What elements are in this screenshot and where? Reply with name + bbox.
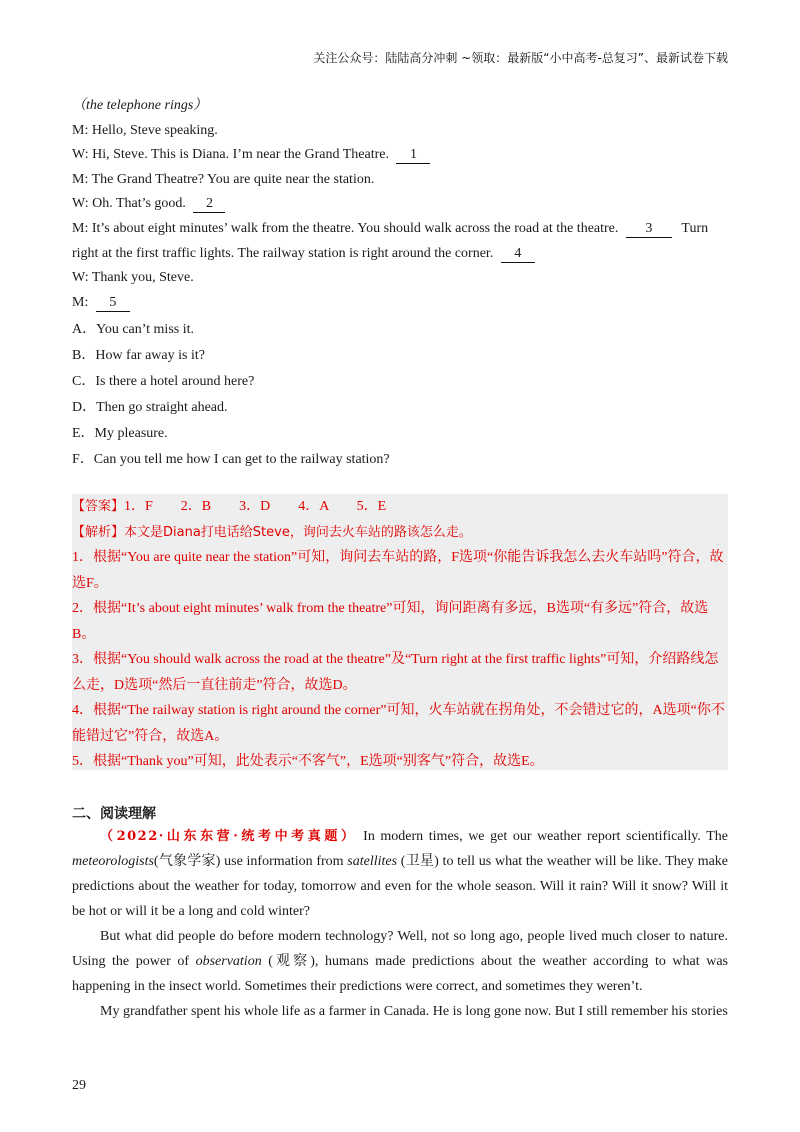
- answer-line: 【答案】1．F 2．B 3．D 4．A 5．E: [72, 499, 387, 514]
- analysis-point-5: 5．根据“Thank you”可知，此处表示“不客气”，E选项“别客气”符合，故选E。: [72, 754, 544, 769]
- analysis-point-2: 2．根据“It’s about eight minutes’ walk from the theatre”可知，询问距离有多远，B选项“有多远”符合，故选B。: [72, 601, 709, 642]
- reading-passage: [72, 824, 728, 1024]
- option-e: E．My pleasure.: [72, 426, 168, 442]
- dialogue-line: W: Thank you, Steve.: [72, 270, 194, 286]
- paragraph-1: （2022·山东东营·统考中考真题） In modern times, we get our weather report scientifically. The meteorologists(气象学家) use information from satellites (卫星) to tell us what the weather will be like. They make predictions about the weather for today, tomorrow and even for the whole season. Will it rain? Will it snow? Will it be hot or will it be a long and cold winter?: [72, 829, 729, 919]
- analysis-line: 【解析】本文是Diana打电话给Steve，询问去火车站的路该怎么走。: [72, 524, 472, 540]
- option-c: C．Is there a hotel around here?: [72, 374, 255, 390]
- blank-4[interactable]: 4: [501, 246, 535, 263]
- analysis-point-3: 3．根据“You should walk across the road at the theatre”及“Turn right at the first traffic lights”可知，介绍路线怎么走，D选项“然后一直往前走”符合，故选D。: [72, 652, 719, 693]
- dialogue-line: M: Hello, Steve speaking.: [72, 122, 218, 138]
- blank-3[interactable]: 3: [626, 221, 672, 238]
- dialogue-line: M: 5: [72, 291, 728, 316]
- page-header: 关注公众号：陆陆高分冲刺 ~领取：最新版“小中高考-总复习”、最新试卷下载: [313, 51, 728, 65]
- analysis-point-1: 1．根据“You are quite near the station”可知，询问去车站的路，F选项“你能告诉我怎么去火车站吗”符合，故选F。: [72, 550, 724, 591]
- blank-2[interactable]: 2: [193, 196, 225, 213]
- option-d: D．Then go straight ahead.: [72, 400, 228, 416]
- section-title: 二、阅读理解: [72, 806, 156, 822]
- paragraph-3: My grandfather spent his whole life as a farmer in Canada. He is long gone now. But I still remember his stories: [100, 1004, 728, 1019]
- paragraph-2: But what did people do before modern technology? Well, not so long ago, people lived much closer to nature. Using the power of observation (观察), humans made predictions about the weather according to what was happening in the insect world. Sometimes their predictions were correct, and sometimes they weren’t.: [72, 929, 729, 994]
- option-f: F．Can you tell me how I can get to the railway station?: [72, 452, 390, 468]
- option-a: A．You can’t miss it.: [72, 322, 195, 338]
- option-b: B．How far away is it?: [72, 348, 205, 364]
- dialogue-line: M: It’s about eight minutes’ walk from the theatre. You should walk across the road at the theatre. 3 Turn: [72, 220, 709, 236]
- blank-5[interactable]: 5: [96, 295, 130, 312]
- analysis-point-4: 4．根据“The railway station is right around the corner”可知，火车站就在拐角处，不会错过它的，A选项“你不能错过它”符合，故选A。: [72, 703, 725, 744]
- page-number: 29: [72, 1078, 86, 1093]
- dialogue-section: [72, 94, 728, 473]
- stage-direction: （the telephone rings）: [72, 98, 208, 113]
- dialogue-line: right at the first traffic lights. The railway station is right around the corner. 4: [72, 242, 728, 267]
- source-label: （2022·山东东营·统考中考真题）: [100, 829, 358, 844]
- dialogue-line: M: The Grand Theatre? You are quite near the station.: [72, 171, 375, 187]
- dialogue-line: W: Hi, Steve. This is Diana. I’m near the Grand Theatre. 1: [72, 143, 728, 168]
- blank-1[interactable]: 1: [396, 147, 430, 164]
- answer-box: [72, 494, 728, 770]
- dialogue-line: W: Oh. That’s good. 2: [72, 192, 728, 217]
